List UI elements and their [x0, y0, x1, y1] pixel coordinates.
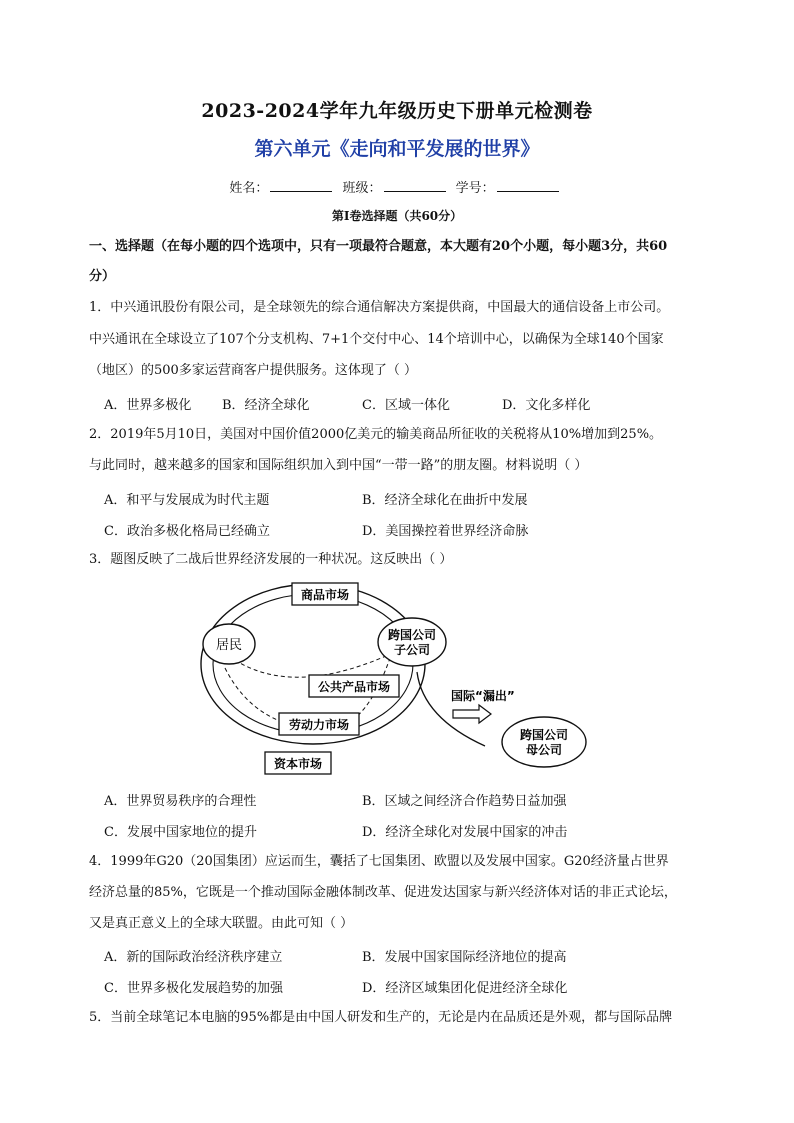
q3-line-1: 3．题图反映了二战后世界经济发展的一种状况。这反映出（ ） [89, 552, 453, 567]
q1-line-3: （地区）的500多家运营商客户提供服务。这体现了（ ） [89, 363, 417, 378]
name-label: 姓名： [229, 181, 269, 196]
q3-option-b[interactable]: B．区域之间经济合作趋势日益加强 [362, 794, 567, 809]
capital-market-label: 资本市场 [273, 757, 323, 771]
q2-line-2: 与此同时，越来越多的国家和国际组织加入到中国“一带一路”的朋友圈。材料说明（ ） [89, 458, 588, 473]
q4-option-a[interactable]: A．新的国际政治经济秩序建立 [104, 950, 283, 965]
q3-option-c[interactable]: C．发展中国家地位的提升 [104, 825, 257, 840]
name-blank[interactable] [270, 179, 332, 192]
exam-title: 2023-2024学年九年级历史下册单元检测卷 [201, 100, 593, 122]
q1-line-1: 1．中兴通讯股份有限公司，是全球领先的综合通信解决方案提供商，中国最大的通信设备上市公司。 [89, 300, 670, 315]
leak-label: 国际“漏出” [451, 689, 515, 703]
q4-line-1: 4．1999年G20（20国集团）应运而生，囊括了七国集团、欧盟以及发展中国家。G20经济量占世界 [89, 854, 669, 869]
q2-line-1: 2．2019年5月10日，美国对中国价值2000亿美元的输美商品所征收的关税将从10%增加到25%。 [89, 427, 663, 442]
q2-option-b[interactable]: B．经济全球化在曲折中发展 [362, 493, 528, 508]
q2-option-c[interactable]: C．政治多极化格局已经确立 [104, 524, 270, 539]
q4-line-2: 经济总量的85%，它既是一个推动国际金融体制改革、促进发达国家与新兴经济体对话的非正式论坛， [89, 885, 677, 900]
q3-option-a[interactable]: A．世界贸易秩序的合理性 [104, 794, 257, 809]
class-label: 班级： [342, 181, 382, 196]
subsidiary-label-1: 跨国公司 [387, 628, 437, 642]
parent-node [502, 717, 586, 767]
q5-line-1: 5．当前全球笔记本电脑的95%都是由中国人研发和生产的，无论是内在品质还是外观，都与国际品牌 [89, 1010, 673, 1025]
q4-option-c[interactable]: C．世界多极化发展趋势的加强 [104, 981, 283, 996]
class-blank[interactable] [384, 179, 446, 192]
subsidiary-label-2: 子公司 [393, 643, 431, 657]
subsidiary-node [378, 618, 446, 666]
q4-option-d[interactable]: D．经济区域集团化促进经济全球化 [362, 981, 568, 996]
instructions-line-2: 分） [89, 269, 116, 284]
q1-option-a[interactable]: A．世界多极化 [104, 398, 192, 413]
q1-option-b[interactable]: B．经济全球化 [222, 398, 310, 413]
id-blank[interactable] [497, 179, 559, 192]
q4-line-3: 又是真正意义上的全球大联盟。由此可知（ ） [89, 916, 354, 931]
dashed-arc-upper [235, 652, 395, 677]
goods-market-label: 商品市场 [300, 588, 350, 602]
q2-option-d[interactable]: D．美国操控着世界经济命脉 [362, 524, 529, 539]
section-heading: 第I卷选择题（共60分） [331, 209, 463, 223]
residents-label: 居民 [215, 638, 243, 653]
public-market-label: 公共产品市场 [317, 680, 391, 694]
q2-option-a[interactable]: A．和平与发展成为时代主题 [104, 493, 270, 508]
id-label: 学号： [455, 181, 495, 196]
labor-market-label: 劳动力市场 [288, 718, 350, 732]
q1-option-d[interactable]: D．文化多样化 [502, 398, 591, 413]
economic-flow-diagram [195, 578, 595, 778]
q1-option-c[interactable]: C．区域一体化 [362, 398, 450, 413]
leak-arrow-icon [453, 705, 491, 723]
q1-line-2: 中兴通讯在全球设立了107个分支机构、7+1个交付中心、14个培训中心，以确保为全球140个国家 [89, 332, 664, 347]
q3-option-d[interactable]: D．经济全球化对发展中国家的冲击 [362, 825, 568, 840]
student-info-line [0, 177, 794, 196]
instructions-line-1: 一、选择题（在每小题的四个选项中，只有一项最符合题意，本大题有20个小题，每小题3分，共60 [89, 239, 668, 254]
unit-subtitle: 第六单元《走向和平发展的世界》 [254, 138, 540, 160]
leak-curve [417, 672, 485, 746]
parent-label-2: 母公司 [525, 743, 563, 757]
parent-label-1: 跨国公司 [519, 728, 569, 742]
q4-option-b[interactable]: B．发展中国家国际经济地位的提高 [362, 950, 567, 965]
